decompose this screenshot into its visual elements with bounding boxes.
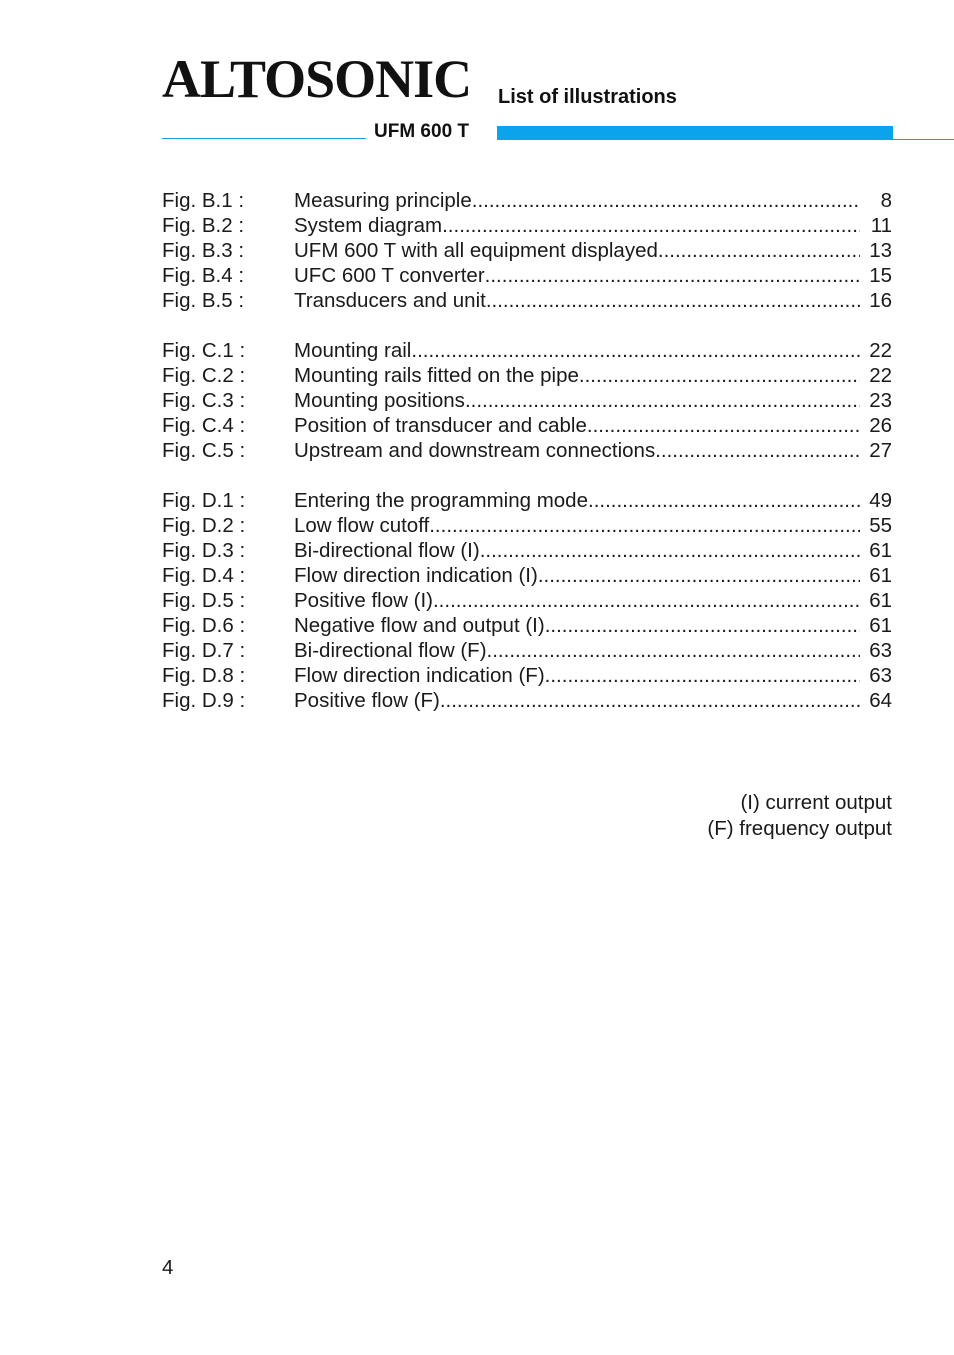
illustrations-list <box>162 188 892 738</box>
legend-frequency-output: (F) frequency output <box>707 817 892 840</box>
dot-leader <box>538 563 860 588</box>
figure-title: Mounting positions <box>294 389 465 412</box>
header-rule-right <box>893 139 954 140</box>
figure-title: Measuring principle <box>294 189 472 212</box>
figure-number: Fig. D.5 : <box>162 589 246 612</box>
figure-number: Fig. B.5 : <box>162 289 245 312</box>
figure-number: Fig. D.7 : <box>162 639 246 662</box>
figure-number: Fig. D.3 : <box>162 539 246 562</box>
figure-title: UFM 600 T with all equipment displayed <box>294 239 658 262</box>
dot-leader <box>588 488 860 513</box>
figure-number: Fig. C.1 : <box>162 339 246 362</box>
dot-leader <box>465 388 860 413</box>
page-ref: 23 <box>869 389 892 412</box>
page-ref: 16 <box>869 289 892 312</box>
list-item <box>162 438 892 463</box>
page-title: List of illustrations <box>498 86 677 108</box>
figure-number: Fig. B.1 : <box>162 189 245 212</box>
dot-leader <box>545 663 860 688</box>
page-ref: 49 <box>869 489 892 512</box>
figure-number: Fig. D.9 : <box>162 689 246 712</box>
page-ref: 61 <box>869 564 892 587</box>
figure-number: Fig. C.5 : <box>162 439 246 462</box>
header-accent-bar <box>497 126 893 140</box>
figure-title: Mounting rail <box>294 339 412 362</box>
page-ref: 26 <box>869 414 892 437</box>
figure-title: Bi-directional flow (I) <box>294 539 480 562</box>
list-item <box>162 588 892 613</box>
page-ref: 55 <box>869 514 892 537</box>
dot-leader <box>440 688 860 713</box>
list-item <box>162 263 892 288</box>
page-ref: 22 <box>869 339 892 362</box>
list-item <box>162 638 892 663</box>
figure-title: UFC 600 T converter <box>294 264 485 287</box>
list-item <box>162 663 892 688</box>
page-ref: 63 <box>869 664 892 687</box>
figure-number: Fig. D.2 : <box>162 514 246 537</box>
figure-group <box>162 188 892 313</box>
page-ref: 15 <box>869 264 892 287</box>
figure-title: Positive flow (I) <box>294 589 433 612</box>
page-ref: 11 <box>870 214 892 237</box>
page-ref: 63 <box>869 639 892 662</box>
page-ref: 61 <box>869 614 892 637</box>
dot-leader <box>486 288 860 313</box>
list-item <box>162 338 892 363</box>
figure-title: Low flow cutoff <box>294 514 430 537</box>
figure-title: Positive flow (F) <box>294 689 440 712</box>
dot-leader <box>472 188 860 213</box>
figure-title: Negative flow and output (I) <box>294 614 545 637</box>
page-ref: 61 <box>869 539 892 562</box>
dot-leader <box>433 588 860 613</box>
dot-leader <box>655 438 860 463</box>
list-item <box>162 213 892 238</box>
figure-number: Fig. C.2 : <box>162 364 246 387</box>
dot-leader <box>442 213 860 238</box>
brand-logo-text: ALTOSONIC <box>162 49 472 109</box>
page-ref: 8 <box>880 189 892 212</box>
page-ref: 13 <box>869 239 892 262</box>
list-item <box>162 688 892 713</box>
figure-number: Fig. D.6 : <box>162 614 246 637</box>
figure-number: Fig. D.4 : <box>162 564 246 587</box>
figure-number: Fig. B.3 : <box>162 239 245 262</box>
dot-leader <box>587 413 860 438</box>
dot-leader <box>579 363 860 388</box>
dot-leader <box>545 613 860 638</box>
figure-number: Fig. D.8 : <box>162 664 246 687</box>
dot-leader <box>487 638 860 663</box>
figure-number: Fig. D.1 : <box>162 489 246 512</box>
figure-title: System diagram <box>294 214 443 237</box>
list-item <box>162 238 892 263</box>
figure-title: Bi-directional flow (F) <box>294 639 487 662</box>
model-label: UFM 600 T <box>374 121 470 142</box>
list-item <box>162 413 892 438</box>
figure-title: Mounting rails fitted on the pipe <box>294 364 579 387</box>
legend-current-output: (I) current output <box>740 791 892 814</box>
legend <box>707 790 892 842</box>
figure-group <box>162 338 892 463</box>
figure-group <box>162 488 892 713</box>
list-item <box>162 538 892 563</box>
figure-number: Fig. B.2 : <box>162 214 245 237</box>
dot-leader <box>480 538 860 563</box>
figure-number: Fig. C.3 : <box>162 389 246 412</box>
dot-leader <box>411 338 860 363</box>
figure-title: Position of transducer and cable <box>294 414 587 437</box>
figure-title: Upstream and downstream connections <box>294 439 656 462</box>
list-item <box>162 513 892 538</box>
list-item <box>162 613 892 638</box>
list-item <box>162 388 892 413</box>
dot-leader <box>485 263 860 288</box>
page-ref: 61 <box>869 589 892 612</box>
list-item <box>162 363 892 388</box>
dot-leader <box>429 513 860 538</box>
figure-number: Fig. B.4 : <box>162 264 245 287</box>
list-item <box>162 188 892 213</box>
list-item <box>162 488 892 513</box>
page-ref: 64 <box>869 689 892 712</box>
figure-number: Fig. C.4 : <box>162 414 246 437</box>
page-ref: 22 <box>869 364 892 387</box>
list-item <box>162 288 892 313</box>
figure-title: Entering the programming mode <box>294 489 588 512</box>
figure-title: Transducers and unit <box>294 289 486 312</box>
page-ref: 27 <box>869 439 892 462</box>
page-number: 4 <box>162 1256 174 1279</box>
header-rule-left <box>162 138 366 139</box>
figure-title: Flow direction indication (I) <box>294 564 538 587</box>
list-item <box>162 563 892 588</box>
figure-title: Flow direction indication (F) <box>294 664 545 687</box>
dot-leader <box>658 238 860 263</box>
